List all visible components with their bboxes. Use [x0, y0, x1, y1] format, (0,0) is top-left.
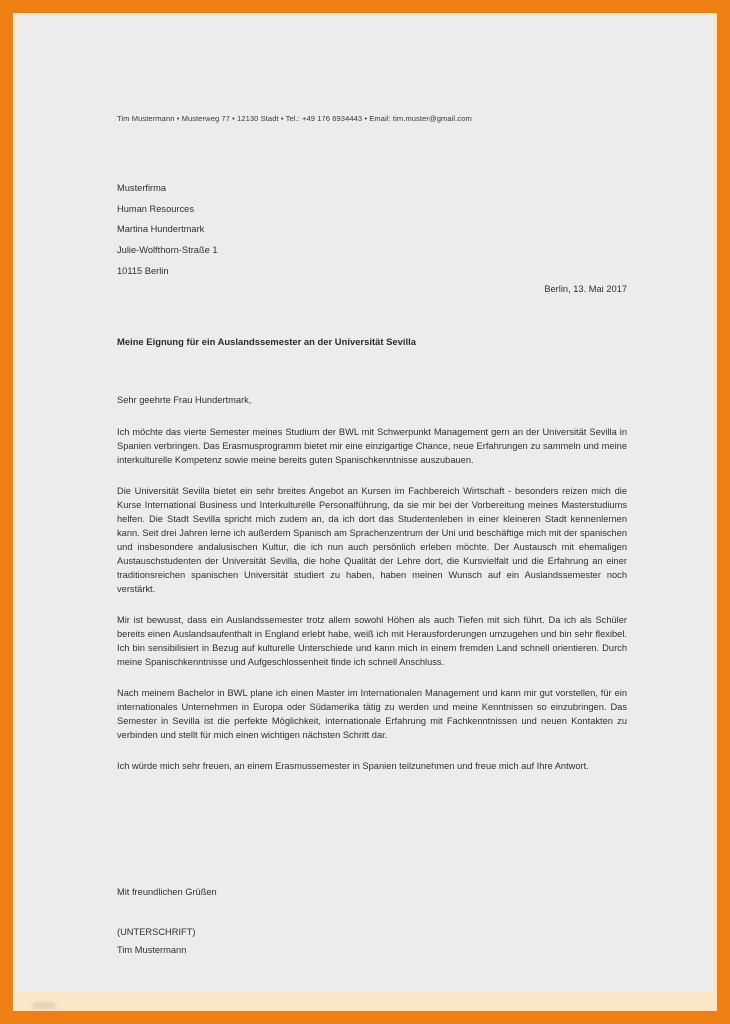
recipient-line: Musterfirma	[117, 183, 167, 193]
recipient-line: 10115 Berlin	[117, 265, 169, 276]
recipient-address-block	[117, 178, 447, 282]
subject-heading: Meine Eignung für ein Auslandssemester an der Universität Sevilla	[117, 336, 416, 347]
sender-contact-line: Tim Mustermann • Musterweg 77 • 12130 Stadt • Tel.: +49 176 6934443 • Email: tim.muster@gmail.com	[117, 114, 472, 123]
closing-salutation: Mit freundlichen Grüßen	[117, 887, 217, 897]
closing-block	[117, 885, 627, 899]
recipient-line: Human Resources	[117, 203, 194, 214]
body-paragraph: Nach meinem Bachelor in BWL plane ich einen Master im Internationalen Management und kann mir gut vorstellen, für ein internationales Unternehmen in Europa oder Südamerika tätig zu werden und meine Kenntnissen so einzubringen. Das Semester in Sevilla ist die perfekte Möglichkeit, internationale Erfahrung mit Fachkenntnissen und neuen Kontakten zu verbinden und stellt für mich einen wichtigen nächsten Schritt dar.	[117, 687, 627, 741]
date-line: Berlin, 13. Mai 2017	[544, 284, 627, 294]
signature-placeholder: (UNTERSCHRIFT)	[117, 927, 196, 937]
body-paragraph: Mir ist bewusst, dass ein Auslandssemester trotz allem sowohl Höhen als auch Tiefen mit sich führt. Da ich als Schüler bereits einen Auslandsaufenthalt in England erlebt habe, weiß ich mit Herausforderungen umzugehen und bin sehr flexibel. Ich bin sensibilisiert in Bezug auf kulturelle Unterschiede und kann mich in einem fremden Land schnell orientieren. Durch meine Spanischkenntnisse und Aufgeschlossenheit finde ich schnell Anschluss.	[117, 615, 627, 668]
recipient-line: Martina Hundertmark	[117, 224, 205, 235]
page-artifact-smudge	[33, 1002, 55, 1009]
letter-page	[17, 16, 713, 992]
body-paragraph: Ich würde mich sehr freuen, an einem Erasmussemester in Spanien teilzunehmen und freue mich auf Ihre Antwort.	[117, 760, 589, 771]
salutation: Sehr geehrte Frau Hundertmark,	[117, 395, 252, 405]
body-paragraph: Die Universität Sevilla bietet ein sehr breites Angebot an Kursen im Fachbereich Wirtschaft - besonders reizen mich die Kurse International Business und Interkulturelle Personalführung, da sie mir bei der Vorbereitung meines Masterstudiums helfen. Die Stadt Sevilla spricht mich zudem an, da ich dort das Studentenleben in einer kleineren Stadt kennenlernen kann. Seit drei Jahren lerne ich außerdem Spanisch am Sprachenzentrum der Uni und beschäftige mich mit der spanischen und insbesondere andalusischen Kultur, die ich nun auch persönlich erleben möchte. Der Austausch mit ehemaligen Austauschstudenten der Universität Sevilla, die hohe Qualität der Lehre dort, die Kursvielfalt und die Erfahrung an einer traditionsreichen spanischen Universität studiert zu haben, haben meinen Wunsch auf ein Auslandssemester noch verstärkt.	[117, 485, 627, 595]
body-paragraph: Ich möchte das vierte Semester meines Studium der BWL mit Schwerpunkt Management gern an der Universität Sevilla in Spanien verbringen. Das Erasmusprogramm bietet mir eine einzigartige Chance, neue Erfahrungen zu sammeln und meine interkulturelle Kompetenz sowie meine bereits guten Spanischkenntnisse auszubauen.	[117, 427, 627, 466]
signature-block	[117, 924, 627, 959]
signature-name: Tim Mustermann	[117, 944, 187, 955]
letter-body	[117, 425, 627, 773]
recipient-line: Julie-Wolfthorn-Straße 1	[117, 245, 218, 256]
